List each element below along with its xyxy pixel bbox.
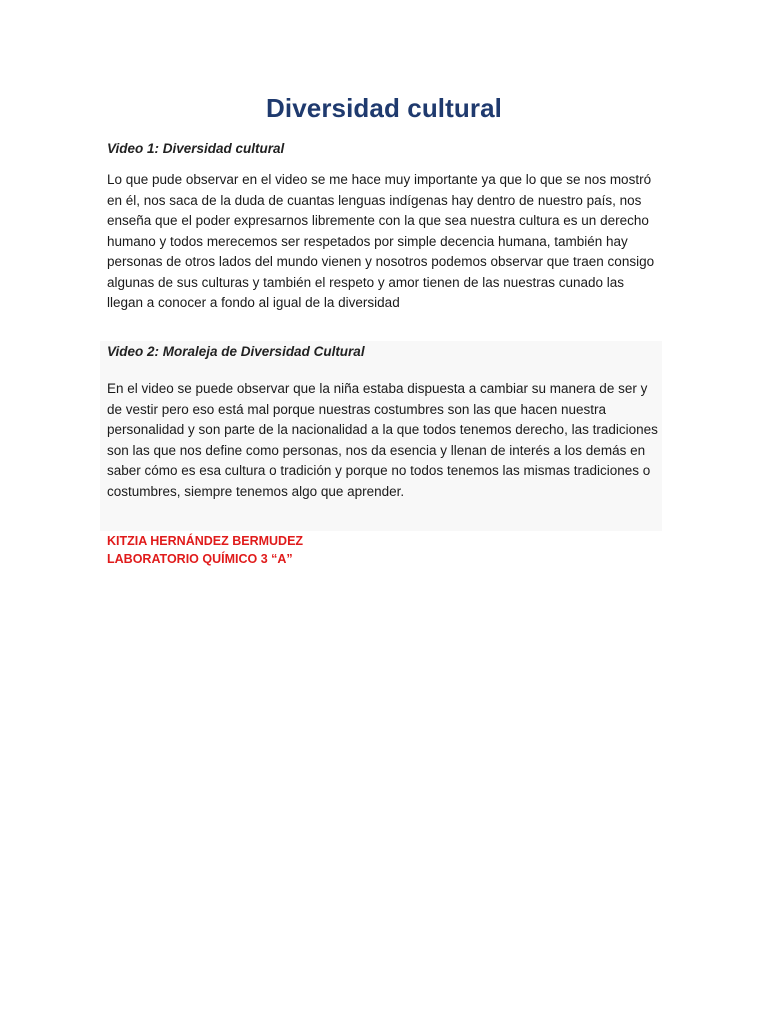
video-1-heading: Video 1: Diversidad cultural: [107, 141, 285, 156]
video-2-heading: Video 2: Moraleja de Diversidad Cultural: [107, 344, 365, 359]
author-block: [107, 532, 303, 568]
author-group: LABORATORIO QUÍMICO 3 “A”: [107, 552, 293, 566]
video-1-paragraph: Lo que pude observar en el video se me hace muy importante ya que lo que se nos mostró en él, nos saca de la duda de cuantas lenguas indígenas hay dentro de nuestro país, nos enseña que el poder expresarnos libremente con la que sea nuestra cultura es un derecho humano y todos merecemos ser respetados por simple decencia humana, también hay personas de otros lados del mundo vienen y nosotros podemos observar que traen consigo algunas de sus culturas y también el respeto y amor tienen de las nuestras cunado las llegan a conocer a fondo al igual de la diversidad: [107, 172, 655, 310]
document-title: Diversidad cultural: [266, 93, 502, 123]
video-2-paragraph: En el video se puede observar que la niña estaba dispuesta a cambiar su manera de ser y de vestir pero eso está mal porque nuestras costumbres son las que hacen nuestra personalidad y son parte de la nacionalidad a la que todos tenemos derecho, las tradiciones son las que nos define como personas, nos da esencia y llenan de interés a los demás en saber cómo es esa cultura o tradición y porque no todos tenemos las mismas tradiciones o costumbres, siempre tenemos algo que aprender.: [107, 381, 658, 499]
author-name: KITZIA HERNÁNDEZ BERMUDEZ: [107, 534, 304, 548]
